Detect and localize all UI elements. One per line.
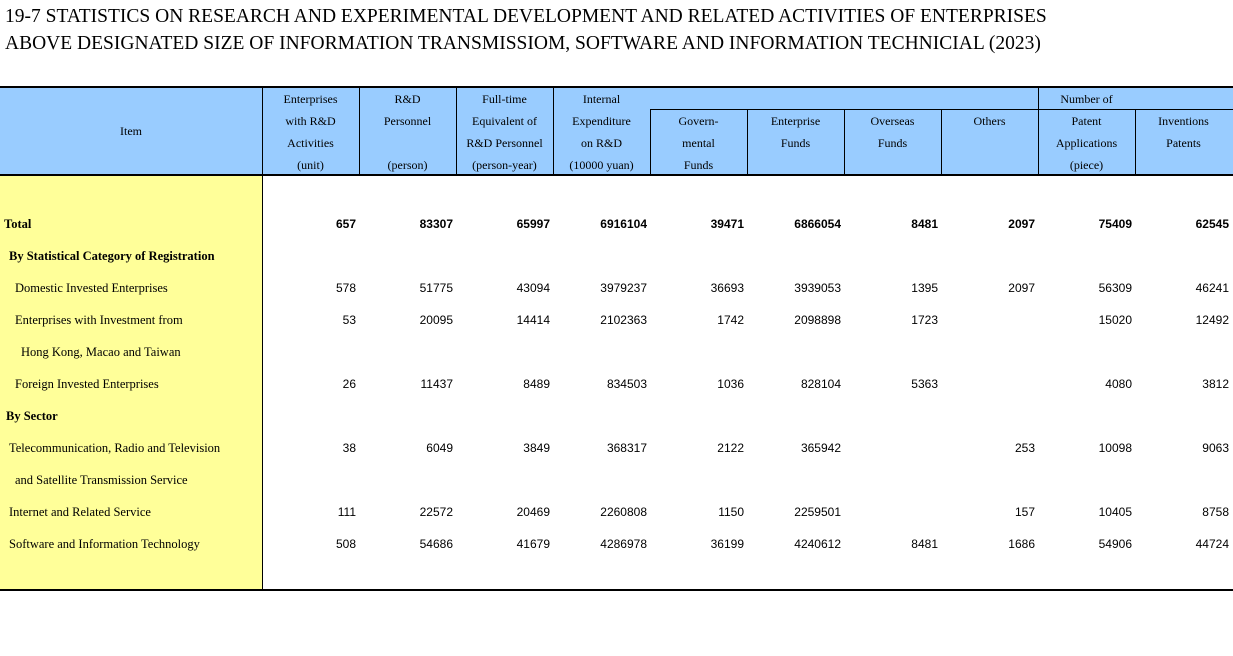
table-cell: 4080 (1105, 377, 1132, 391)
table-cell: 38 (342, 441, 356, 455)
table-cell: 20469 (516, 505, 550, 519)
table-cell: 3812 (1202, 377, 1229, 391)
header-overseas-funds: Overseas Funds (870, 114, 915, 150)
row-label: Software and Information Technology (9, 537, 200, 551)
table-cell: 62545 (1195, 217, 1229, 231)
table-cell: 2122 (717, 441, 744, 455)
table-cell: 8481 (911, 217, 938, 231)
table-cell: 1150 (718, 505, 744, 519)
table-cell: 1686 (1008, 537, 1035, 551)
table-cell: 56309 (1098, 281, 1132, 295)
table-cell: 834503 (606, 377, 647, 391)
table-cell: 2259501 (794, 505, 841, 519)
table-cell: 83307 (419, 217, 453, 231)
section-heading-registration: By Statistical Category of Registration (9, 249, 215, 263)
row-label: Domestic Invested Enterprises (15, 281, 168, 295)
table-cell: 53 (342, 313, 356, 327)
section-heading-sector: By Sector (6, 409, 58, 423)
row-label-total: Total (4, 217, 32, 231)
row-label-continuation: and Satellite Transmission Service (15, 473, 188, 487)
table-cell: 6916104 (600, 217, 647, 231)
table-cell: 54686 (419, 537, 453, 551)
table-cell: 2097 (1008, 281, 1035, 295)
table-cell: 2260808 (600, 505, 647, 519)
table-cell: 36199 (710, 537, 744, 551)
table-cell: 8758 (1202, 505, 1229, 519)
header-invention-patents: Inventions Patents (1158, 114, 1209, 150)
table-cell: 578 (335, 281, 356, 295)
table-cell: 39471 (710, 217, 744, 231)
table-cell: 8489 (523, 377, 550, 391)
table-cell: 36693 (710, 281, 744, 295)
table-cell: 4286978 (600, 537, 647, 551)
table-cell: 22572 (419, 505, 453, 519)
table-cell: 508 (335, 537, 356, 551)
table-cell: 3849 (523, 441, 550, 455)
table-cell: 157 (1014, 505, 1035, 519)
table-cell: 44724 (1195, 537, 1229, 551)
table-cell: 2097 (1008, 217, 1035, 231)
table-cell: 11437 (420, 377, 453, 391)
table-cell: 368317 (606, 441, 647, 455)
table-cell: 54906 (1098, 537, 1132, 551)
table-cell: 75409 (1098, 217, 1132, 231)
table-cell: 253 (1014, 441, 1035, 455)
table-cell: 65997 (516, 217, 550, 231)
row-label: Foreign Invested Enterprises (15, 377, 159, 391)
table-cell: 15020 (1098, 313, 1132, 327)
table-cell: 5363 (911, 377, 938, 391)
table-cell: 9063 (1202, 441, 1229, 455)
table-cell: 365942 (800, 441, 841, 455)
table-cell: 46241 (1195, 281, 1229, 295)
table-cell: 1723 (911, 313, 938, 327)
row-label: Enterprises with Investment from (15, 313, 183, 327)
header-enterprise-funds: Enterprise Funds (770, 114, 821, 150)
header-full-time-equivalent: Full-time Equivalent of R&D Personnel (person-year) (466, 92, 543, 172)
table-cell: 10098 (1098, 441, 1132, 455)
table-title (5, 3, 1047, 57)
table-cell: 3939053 (794, 281, 841, 295)
table-cell: 1395 (911, 281, 938, 295)
table-cell: 14414 (516, 313, 550, 327)
table-cell: 1036 (717, 377, 744, 391)
row-label: Internet and Related Service (9, 505, 151, 519)
table-cell: 6049 (426, 441, 453, 455)
header-rd-personnel: R&D Personnel (person) (383, 92, 432, 172)
table-cell: 8481 (911, 537, 938, 551)
title-line-1: 19-7 STATISTICS ON RESEARCH AND EXPERIMENTAL DEVELOPMENT AND RELATED ACTIVITIES OF ENTERPRISES (5, 6, 1047, 27)
table-cell: 3979237 (600, 281, 647, 295)
table-cell: 1742 (717, 313, 744, 327)
table-cell: 657 (335, 217, 356, 231)
table-cell: 111 (337, 505, 356, 519)
table-cell: 20095 (419, 313, 453, 327)
table-bottom-rule (0, 589, 1233, 591)
row-label: Telecommunication, Radio and Television (9, 441, 221, 455)
table-cell: 4240612 (794, 537, 841, 551)
header-others: Others (973, 114, 1006, 128)
header-governmental-funds: Govern- mental Funds (678, 114, 719, 172)
table-cell: 828104 (800, 377, 841, 391)
table-cell: 51775 (419, 281, 453, 295)
table-cell: 26 (342, 377, 356, 391)
row-label-continuation: Hong Kong, Macao and Taiwan (21, 345, 181, 359)
table-cell: 2098898 (794, 313, 841, 327)
table-cell: 10405 (1098, 505, 1132, 519)
header-item: Item (120, 124, 142, 138)
table-cell: 12492 (1195, 313, 1229, 327)
header-internal-expenditure: Internal Expenditure on R&D (10000 yuan) (569, 92, 634, 172)
title-line-2: ABOVE DESIGNATED SIZE OF INFORMATION TRANSMISSIOM, SOFTWARE AND INFORMATION TECHNICIAL (2023) (5, 33, 1041, 54)
header-enterprises-with-rd: Enterprises with R&D Activities (unit) (283, 92, 338, 172)
table-cell: 2102363 (600, 313, 647, 327)
table-cell: 43094 (516, 281, 550, 295)
header-patent-applications: Number of Patent Applications (piece) (1055, 92, 1118, 172)
table-cell: 6866054 (794, 217, 841, 231)
table-cell: 41679 (516, 537, 550, 551)
